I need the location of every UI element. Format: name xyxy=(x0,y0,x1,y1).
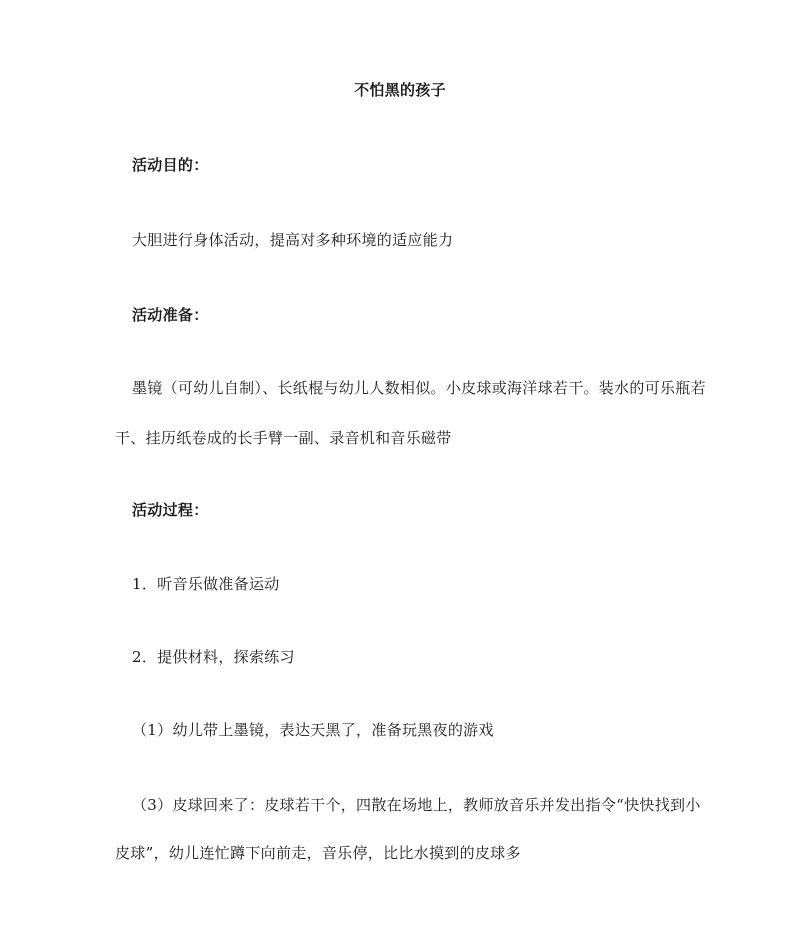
preparation-heading: 活动准备： xyxy=(132,306,209,324)
process-step-2: 2．提供材料，探索练习 xyxy=(132,648,295,666)
process-step-2-sub-3-line-1: （3）皮球回来了：皮球若干个，四散在场地上，教师放音乐并发出指令“快快找到小 xyxy=(132,796,701,814)
purpose-text: 大胆进行身体活动，提高对多种环境的适应能力 xyxy=(132,231,454,249)
preparation-text-line-1: 墨镜（可幼儿自制）、长纸棍与幼儿人数相似。小皮球或海洋球若干。装水的可乐瓶若 xyxy=(132,379,706,397)
preparation-text-line-2: 干、挂历纸卷成的长手臂一副、录音机和音乐磁带 xyxy=(115,429,452,447)
document-title: 不怕黑的孩子 xyxy=(354,81,446,99)
purpose-heading: 活动目的： xyxy=(132,156,209,174)
process-heading: 活动过程： xyxy=(132,501,209,519)
process-step-2-sub-3-line-2: 皮球”，幼儿连忙蹲下向前走，音乐停，比比水摸到的皮球多 xyxy=(115,844,521,862)
process-step-1: 1．听音乐做准备运动 xyxy=(132,575,280,593)
process-step-2-sub-1: （1）幼儿带上墨镜，表达天黑了，准备玩黑夜的游戏 xyxy=(132,721,494,739)
